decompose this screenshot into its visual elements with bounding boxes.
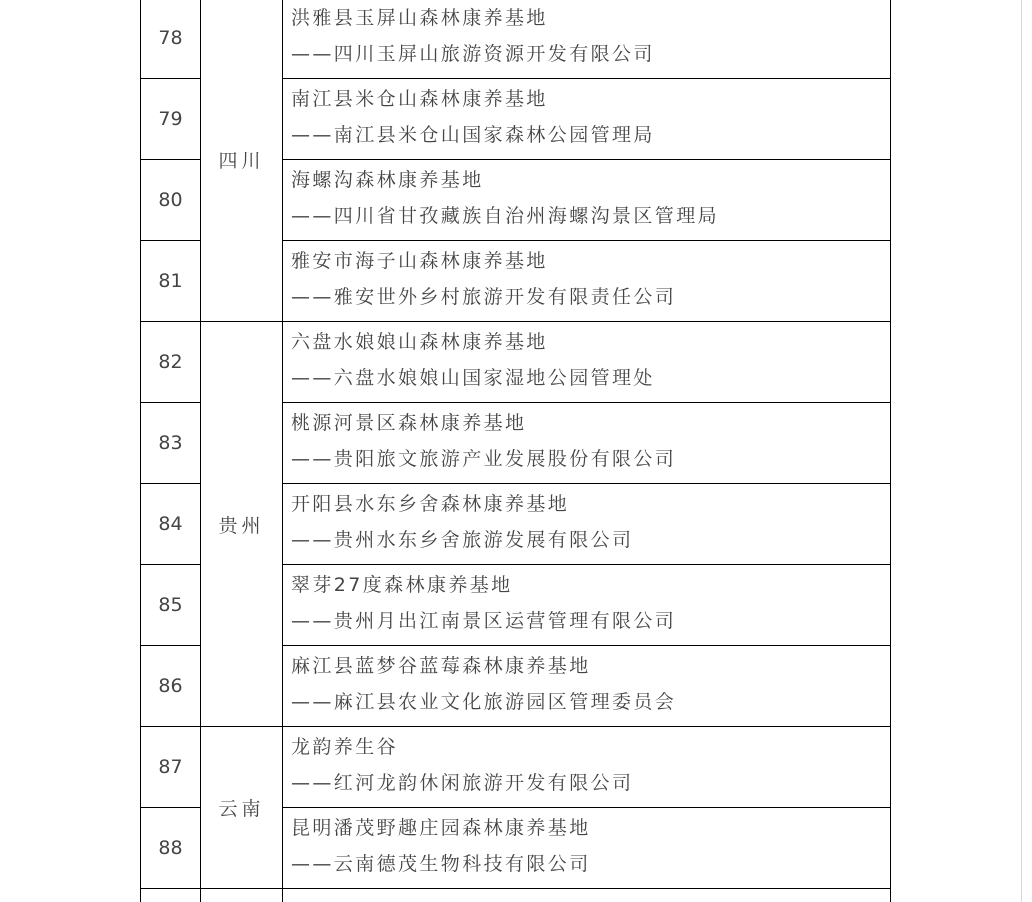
base-name: 洪雅县玉屏山森林康养基地 (291, 7, 548, 29)
base-operator: ——贵州水东乡舍旅游发展有限公司 (291, 529, 634, 551)
row-number: 84 (141, 484, 201, 565)
base-name: 翠芽27度森林康养基地 (291, 574, 513, 596)
row-number-empty (141, 889, 201, 902)
row-number: 80 (141, 160, 201, 241)
base-cell (283, 403, 891, 484)
row-number: 86 (141, 646, 201, 727)
province-cell-empty (201, 889, 283, 902)
forest-wellness-base-table (140, 0, 891, 902)
base-cell (283, 808, 891, 889)
base-name: 南江县米仓山森林康养基地 (291, 88, 548, 110)
province-cell-sichuan: 四川 (201, 0, 283, 322)
page-edge-divider (1021, 0, 1022, 902)
base-operator: ——红河龙韵休闲旅游开发有限公司 (291, 772, 634, 794)
base-cell (283, 241, 891, 322)
base-name: 六盘水娘娘山森林康养基地 (291, 331, 548, 353)
base-name: 龙韵养生谷 (291, 736, 399, 758)
base-operator: ——贵阳旅文旅游产业发展股份有限公司 (291, 448, 677, 470)
base-operator: ——云南德茂生物科技有限公司 (291, 853, 591, 875)
base-operator: ——贵州月出江南景区运营管理有限公司 (291, 610, 677, 632)
province-cell-yunnan: 云南 (201, 727, 283, 889)
base-name: 昆明潘茂野趣庄园森林康养基地 (291, 817, 591, 839)
table-row (141, 322, 891, 403)
base-cell (283, 0, 891, 79)
base-cell-empty (283, 889, 891, 902)
row-number: 85 (141, 565, 201, 646)
row-number: 78 (141, 0, 201, 79)
province-cell-guizhou: 贵州 (201, 322, 283, 727)
base-name: 桃源河景区森林康养基地 (291, 412, 527, 434)
base-name: 麻江县蓝梦谷蓝莓森林康养基地 (291, 655, 591, 677)
base-name: 海螺沟森林康养基地 (291, 169, 484, 191)
table-row (141, 727, 891, 808)
row-number: 81 (141, 241, 201, 322)
base-cell (283, 727, 891, 808)
base-operator: ——南江县米仓山国家森林公园管理局 (291, 124, 655, 146)
base-cell (283, 646, 891, 727)
base-operator: ——四川省甘孜藏族自治州海螺沟景区管理局 (291, 205, 720, 227)
base-cell (283, 565, 891, 646)
base-operator: ——雅安世外乡村旅游开发有限责任公司 (291, 286, 677, 308)
row-number: 88 (141, 808, 201, 889)
base-name: 开阳县水东乡舍森林康养基地 (291, 493, 570, 515)
base-cell (283, 160, 891, 241)
base-operator: ——六盘水娘娘山国家湿地公园管理处 (291, 367, 655, 389)
base-cell (283, 322, 891, 403)
base-name: 雅安市海子山森林康养基地 (291, 250, 548, 272)
row-number: 82 (141, 322, 201, 403)
base-cell (283, 79, 891, 160)
table-row-partial (141, 889, 891, 902)
base-operator: ——四川玉屏山旅游资源开发有限公司 (291, 43, 655, 65)
row-number: 87 (141, 727, 201, 808)
row-number: 83 (141, 403, 201, 484)
table-row (141, 0, 891, 79)
base-cell (283, 484, 891, 565)
base-operator: ——麻江县农业文化旅游园区管理委员会 (291, 691, 677, 713)
row-number: 79 (141, 79, 201, 160)
